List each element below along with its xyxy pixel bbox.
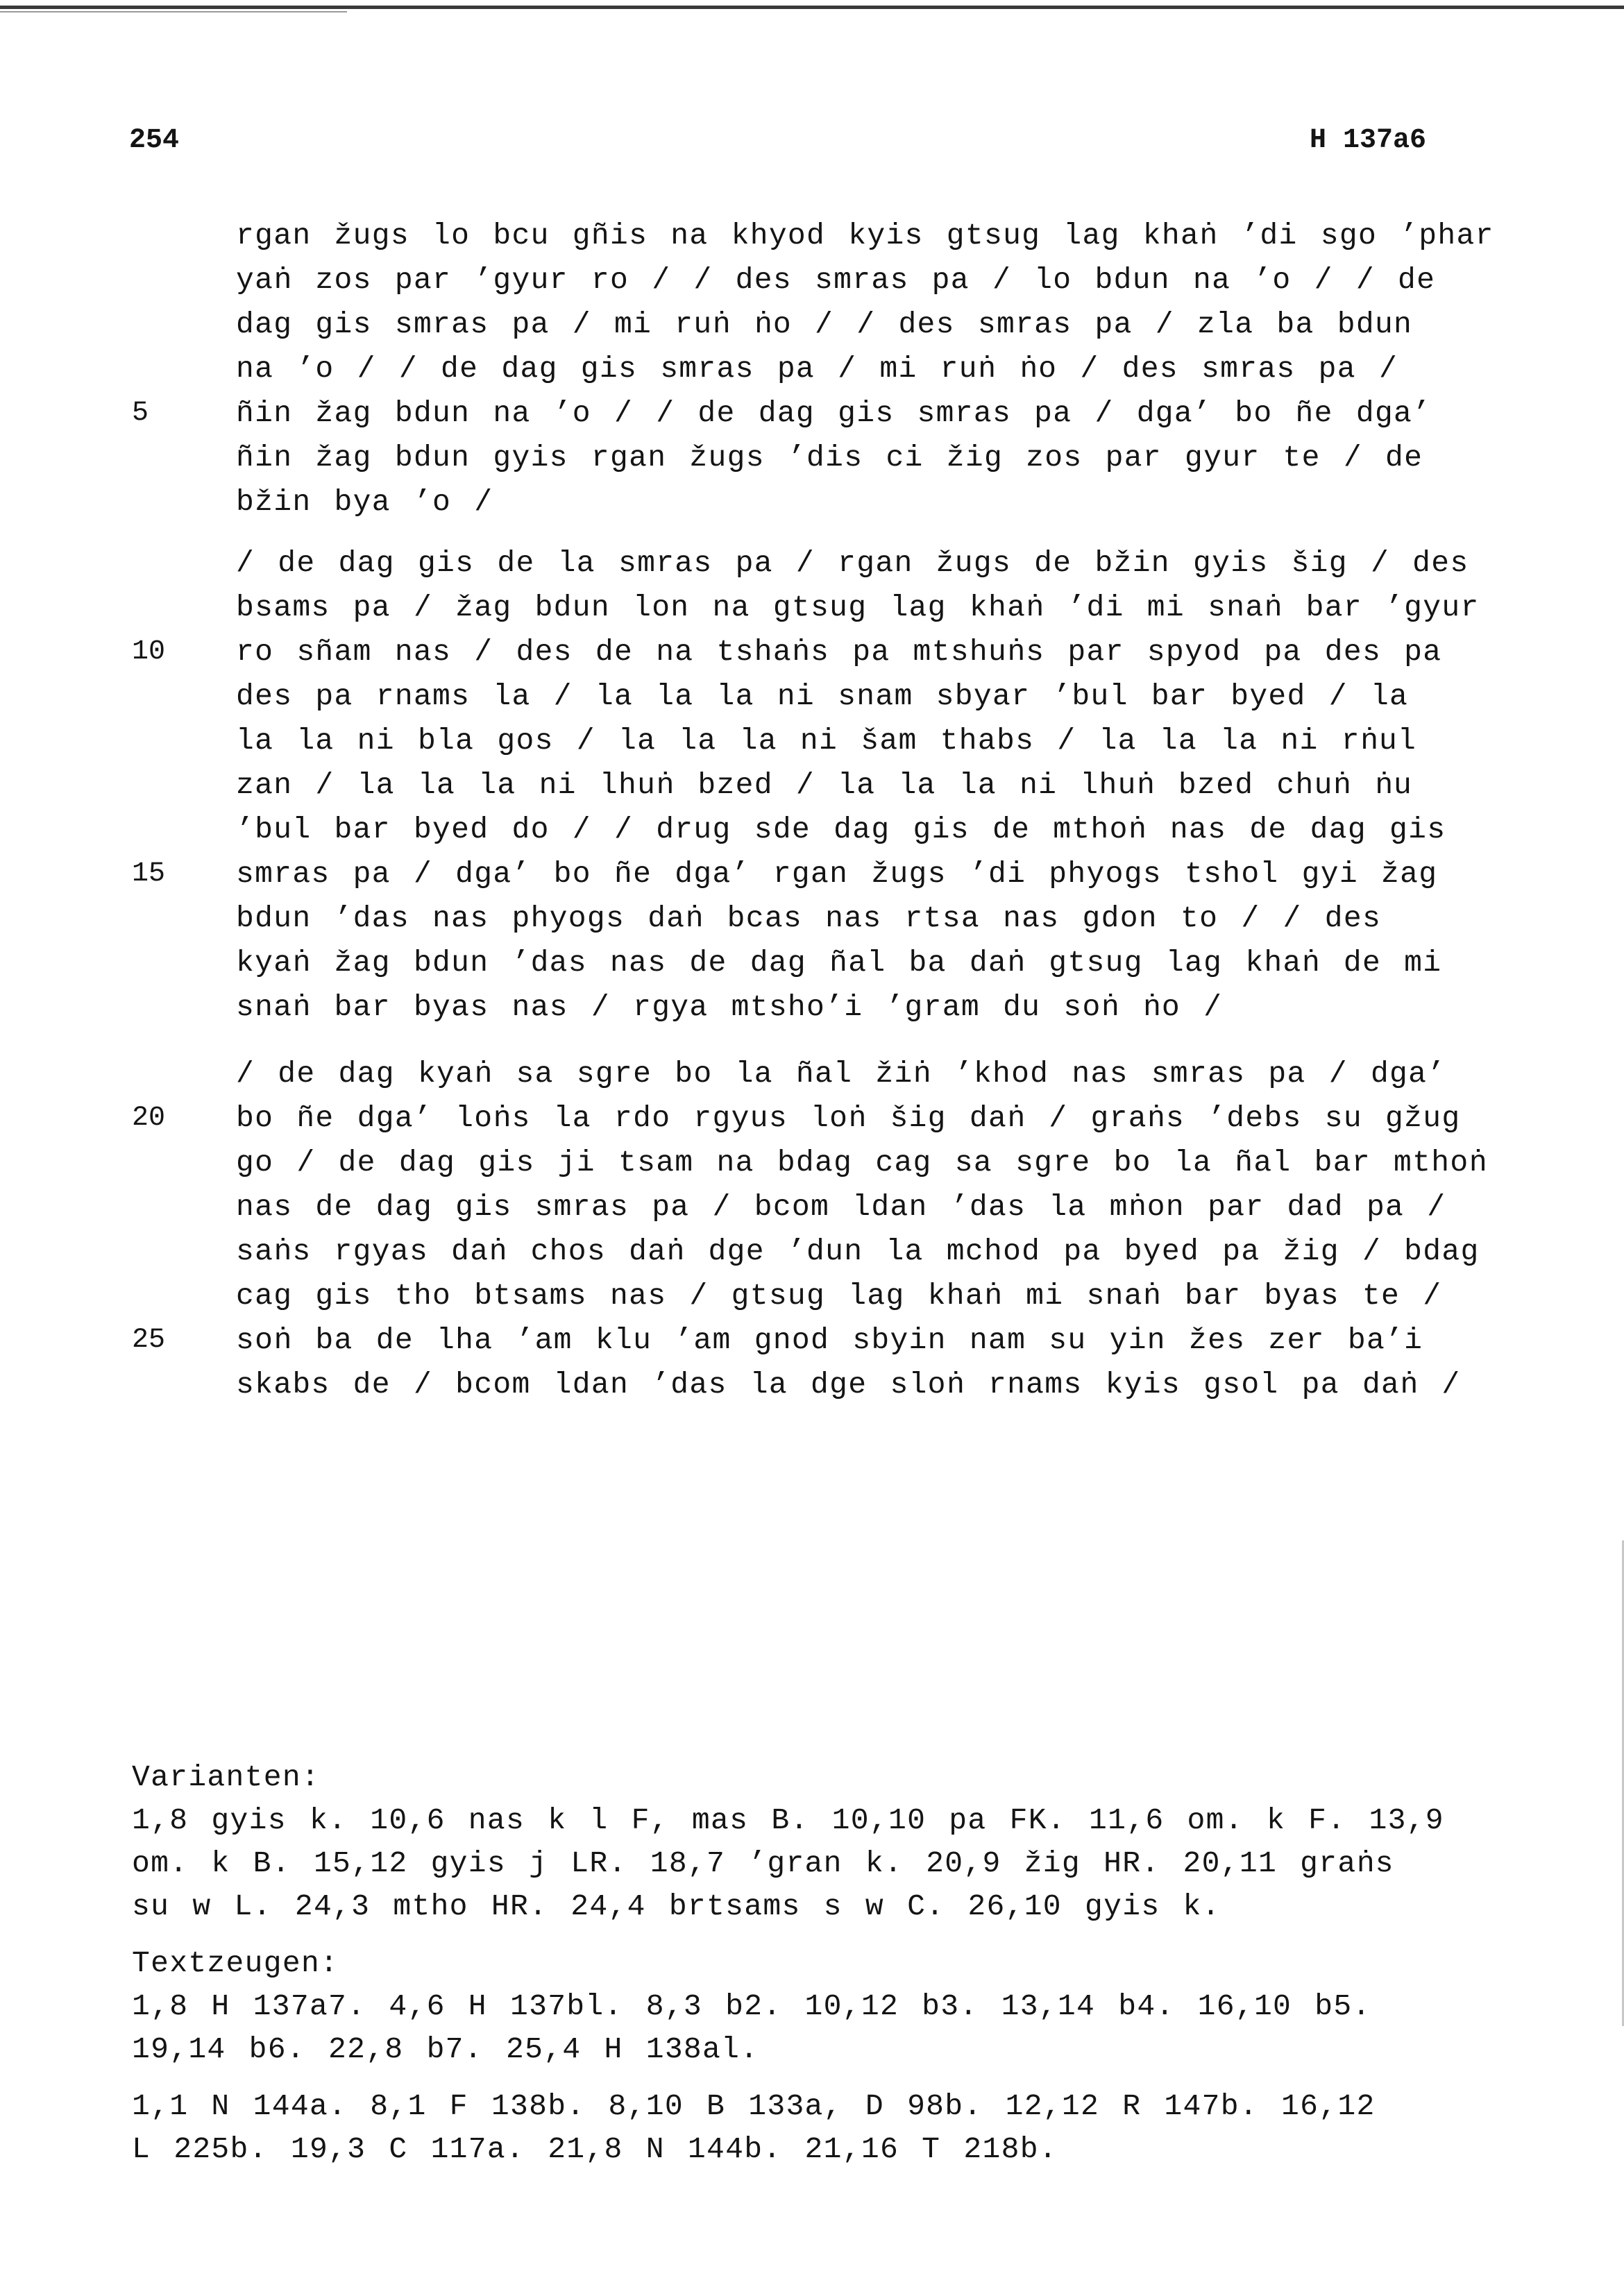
textzeugen-heading: Textzeugen: [132,1946,339,1980]
text-line: nas de dag gis smras pa / bcom ldan ’das la mṅon par dad pa / [236,1190,1446,1224]
page-number: 254 [129,125,180,156]
line-number: 5 [132,398,149,429]
text-line: ñin žag bdun gyis rgan žugs ’dis ci žig zos par gyur te / de [236,441,1423,475]
text-line: / de dag kyaṅ sa sgre bo la ñal žiṅ ’khod nas smras pa / dga’ [236,1057,1446,1091]
text-line: skabs de / bcom ldan ’das la dge sloṅ rnams kyis gsol pa daṅ / [236,1368,1461,1402]
text-line: cag gis tho btsams nas / gtsug lag khaṅ mi snaṅ bar byas te / [236,1279,1442,1313]
text-line: snaṅ bar byas nas / rgya mtsho’i ’gram du soṅ ṅo / [236,990,1223,1024]
witness-line: 1,1 N 144a. 8,1 F 138b. 8,10 B 133a, D 98b. 12,12 R 147b. 16,12 [132,2089,1376,2123]
variant-line: om. k B. 15,12 gyis j LR. 18,7 ’gran k. 20,9 žig HR. 20,11 graṅs [132,1846,1394,1880]
text-line: rgan žugs lo bcu gñis na khyod kyis gtsug lag khaṅ ’di sgo ’phar [236,219,1494,253]
text-line: bo ñe dga’ loṅs la rdo rgyus loṅ šig daṅ / graṅs ’debs su gžug [236,1101,1461,1135]
text-paragraph-1 [236,214,1494,525]
critical-apparatus [132,1756,1444,2171]
line-number: 10 [132,636,166,667]
top-rule [0,6,1624,9]
text-line: bdun ’das nas phyogs daṅ bcas nas rtsa nas gdon to / / des [236,901,1382,935]
text-line: kyaṅ žag bdun ’das nas de dag ñal ba daṅ gtsug lag khaṅ de mi [236,946,1442,980]
text-line: ro sñam nas / des de na tshaṅs pa mtshuṅs par spyod pa des pa [236,635,1442,669]
text-line: dag gis smras pa / mi ruṅ ṅo / / des smras pa / zla ba bdun [236,307,1413,341]
witness-line: 1,8 H 137a7. 4,6 H 137bl. 8,3 b2. 10,12 b3. 13,14 b4. 16,10 b5. [132,1989,1371,2023]
text-line: ’bul bar byed do / / drug sde dag gis de mthoṅ nas de dag gis [236,813,1446,847]
text-line: soṅ ba de lha ’am klu ’am gnod sbyin nam su yin žes zer ba’i [236,1323,1423,1357]
witness-line: L 225b. 19,3 C 117a. 21,8 N 144b. 21,16 T 218b. [132,2132,1058,2166]
text-line: bsams pa / žag bdun lon na gtsug lag khaṅ ’di mi snaṅ bar ’gyur [236,590,1480,624]
varianten-heading: Varianten: [132,1760,321,1794]
line-number: 15 [132,858,166,890]
text-line: na ’o / / de dag gis smras pa / mi ruṅ ṅo / des smras pa / [236,352,1398,386]
text-line: la la ni bla gos / la la la ni šam thabs / la la la ni rṅul [236,724,1417,758]
text-line: ñin žag bdun na ’o / / de dag gis smras pa / dga’ bo ñe dga’ [236,396,1432,430]
text-line: / de dag gis de la smras pa / rgan žugs de bžin gyis šig / des [236,546,1469,580]
text-line: zan / la la la ni lhuṅ bzed / la la la ni lhuṅ bzed chuṅ ṅu [236,768,1413,802]
manuscript-signature: H 137a6 [1309,125,1426,156]
text-paragraph-2 [236,541,1480,1030]
text-paragraph-3 [236,1052,1488,1407]
line-number: 20 [132,1103,166,1134]
text-line: go / de dag gis ji tsam na bdag cag sa sgre bo la ñal bar mthoṅ [236,1146,1488,1180]
variant-line: 1,8 gyis k. 10,6 nas k l F, mas B. 10,10 pa FK. 11,6 om. k F. 13,9 [132,1803,1444,1837]
witness-line: 19,14 b6. 22,8 b7. 25,4 H 138al. [132,2032,759,2066]
variant-line: su w L. 24,3 mtho HR. 24,4 brtsams s w C. 26,10 gyis k. [132,1889,1221,1923]
text-line: yaṅ zos par ’gyur ro / / des smras pa / lo bdun na ’o / / de [236,263,1436,297]
top-rule-secondary [0,11,347,12]
text-line: saṅs rgyas daṅ chos daṅ dge ’dun la mchod pa byed pa žig / bdag [236,1234,1480,1268]
text-line: des pa rnams la / la la la ni snam sbyar ’bul bar byed / la [236,679,1409,713]
text-line: smras pa / dga’ bo ñe dga’ rgan žugs ’di phyogs tshol gyi žag [236,857,1438,891]
text-line: bžin bya ’o / [236,485,493,519]
line-number: 25 [132,1325,166,1356]
